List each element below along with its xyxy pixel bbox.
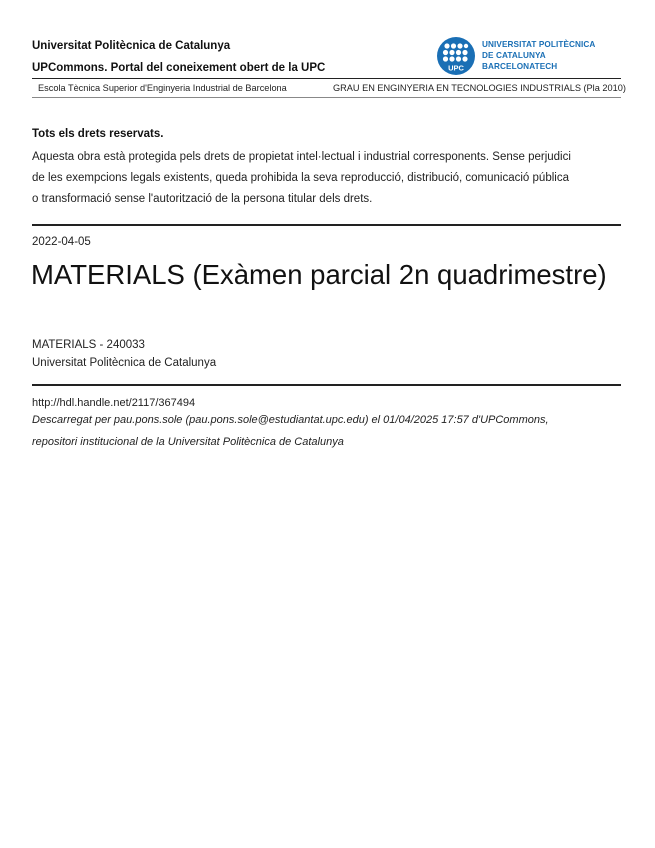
- download-line-1: Descarregat per pau.pons.sole (pau.pons.sole@estudiantat.upc.edu) el 01/04/2025 17:57 d'UPCommons,: [32, 414, 549, 426]
- download-line-2: repositori institucional de la Universitat Politècnica de Catalunya: [32, 436, 344, 448]
- document-date: 2022-04-05: [32, 236, 91, 248]
- course-code: MATERIALS - 240033: [32, 339, 145, 351]
- school-name: Escola Tècnica Superior d'Enginyeria Industrial de Barcelona: [38, 83, 287, 93]
- header-rule-top: [32, 78, 621, 79]
- document-title: MATERIALS (Exàmen parcial 2n quadrimestre): [31, 259, 607, 290]
- logo-line-1: UNIVERSITAT POLITÈCNICA: [482, 40, 596, 49]
- logo-line-2: DE CATALUNYA: [482, 51, 546, 60]
- rights-line-1: Aquesta obra està protegida pels drets de propietat intel·lectual i industrial corresponents. Sense perjudici: [32, 151, 571, 163]
- university-name: Universitat Politècnica de Catalunya: [32, 40, 231, 52]
- degree-name: GRAU EN ENGINYERIA EN TECNOLOGIES INDUSTRIALS (Pla 2010): [333, 83, 626, 93]
- handle-link[interactable]: http://hdl.handle.net/2117/367494: [32, 397, 196, 409]
- rights-heading: Tots els drets reservats.: [32, 128, 164, 140]
- rights-notice: [32, 147, 622, 210]
- upc-logo: [437, 37, 637, 77]
- upc-badge-text: UPC: [448, 63, 464, 73]
- rights-line-3: o transformació sense l'autorització de la persona titular dels drets.: [32, 193, 373, 205]
- header-rule-bottom: [32, 97, 621, 98]
- section-rule-1: [32, 224, 621, 226]
- rights-line-2: de les exempcions legals existents, queda prohibida la seva reproducció, distribució, comunicació pública: [32, 172, 569, 184]
- upc-logo-badge-icon: [437, 37, 475, 75]
- logo-line-3: BARCELONATECH: [482, 62, 558, 71]
- section-rule-2: [32, 384, 621, 386]
- portal-name: UPCommons. Portal del coneixement obert de la UPC: [32, 62, 326, 74]
- institution-name: Universitat Politècnica de Catalunya: [32, 357, 217, 369]
